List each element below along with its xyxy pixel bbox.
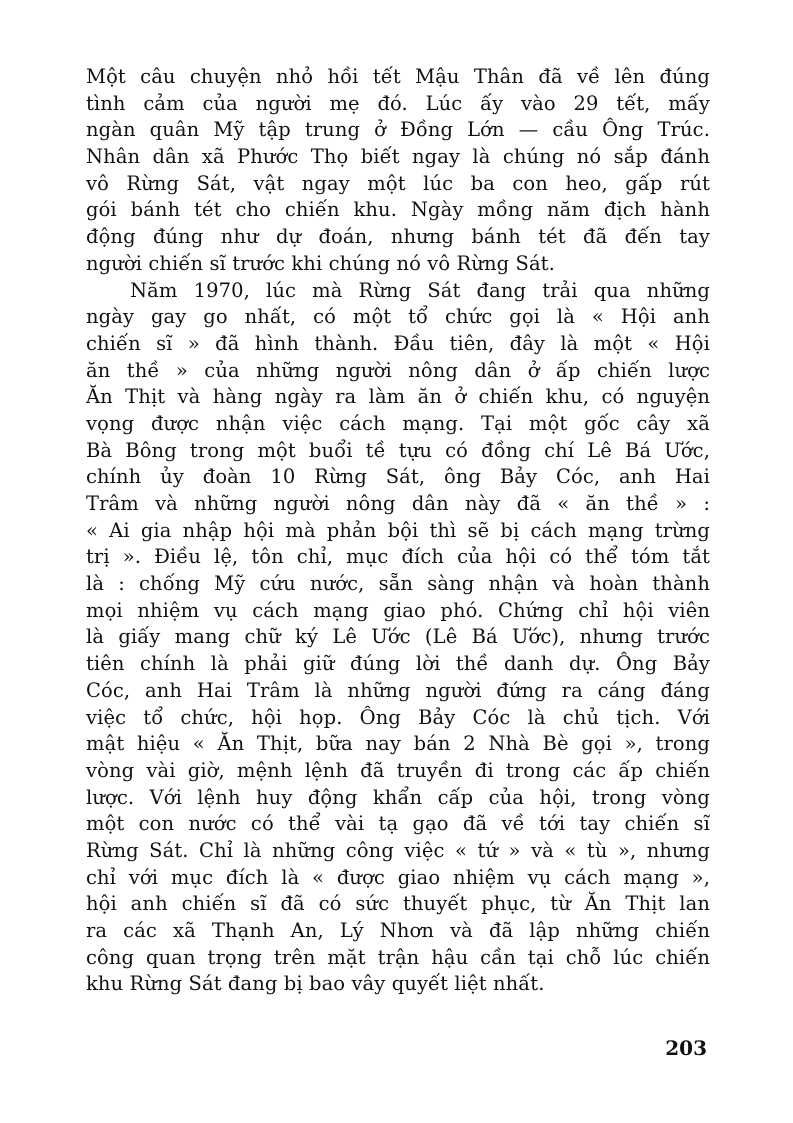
text-line: Một câu chuyện nhỏ hồi tết Mậu Thân đã về lên đúng bbox=[86, 65, 710, 88]
text-line: công quan trọng trên mặt trận hậu cần tại chỗ lúc chiến bbox=[86, 945, 710, 969]
text-line: Năm 1970, lúc mà Rừng Sát đang trải qua những bbox=[130, 278, 710, 302]
text-line: chính ủy đoàn 10 Rừng Sát, ông Bảy Cóc, anh Hai bbox=[86, 465, 710, 489]
text-line: là giấy mang chữ ký Lê Ước (Lê Bá Ước), nhưng trước bbox=[86, 625, 710, 649]
text-line: Cóc, anh Hai Trâm là những người đứng ra cáng đáng bbox=[86, 678, 710, 702]
text-line: ra các xã Thạnh An, Lý Nhơn và đã lập những chiến bbox=[86, 919, 710, 942]
text-line: vô Rừng Sát, vật ngay một lúc ba con heo, gấp rút bbox=[86, 171, 710, 195]
text-line: người chiến sĩ trước khi chúng nó vô Rừng Sát. bbox=[86, 251, 555, 275]
text-line: chiến sĩ » đã hình thành. Đầu tiên, đây là một « Hội bbox=[86, 331, 710, 355]
body-text bbox=[86, 64, 710, 998]
text-line: « Ai gia nhập hội mà phản bội thì sẽ bị cách mạng trừng bbox=[86, 518, 710, 542]
text-line: Nhân dân xã Phước Thọ biết ngay là chúng nó sắp đánh bbox=[86, 145, 710, 169]
text-line: việc tổ chức, hội họp. Ông Bảy Cóc là chủ tịch. Với bbox=[86, 705, 710, 729]
text-line: là : chống Mỹ cứu nước, sẵn sàng nhận và hoàn thành bbox=[86, 572, 710, 596]
text-line: trị ». Điều lệ, tôn chỉ, mục đích của hội có thể tóm tắt bbox=[86, 545, 710, 569]
text-line: tình cảm của người mẹ đó. Lúc ấy vào 29 tết, mấy bbox=[86, 91, 710, 115]
text-line: Ăn Thịt và hàng ngày ra làm ăn ở chiến khu, có nguyện bbox=[86, 385, 710, 409]
text-line: một con nước có thể vài tạ gạo đã về tới tay chiến sĩ bbox=[86, 812, 710, 836]
text-line: vòng vài giờ, mệnh lệnh đã truyền đi trong các ấp chiến bbox=[86, 758, 710, 782]
text-line: vọng được nhận việc cách mạng. Tại một gốc cây xã bbox=[86, 411, 710, 435]
text-line: tiên chính là phải giữ đúng lời thề danh dự. Ông Bảy bbox=[86, 652, 710, 676]
text-line: mọi nhiệm vụ cách mạng giao phó. Chứng chỉ hội viên bbox=[86, 598, 710, 622]
text-line: Rừng Sát. Chỉ là những công việc « tứ » và « tù », nhưng bbox=[86, 838, 710, 862]
text-line: chỉ với mục đích là « được giao nhiệm vụ cách mạng », bbox=[86, 865, 710, 889]
text-line: gói bánh tét cho chiến khu. Ngày mồng năm địch hành bbox=[86, 198, 710, 222]
text-line: ngày gay go nhất, có một tổ chức gọi là « Hội anh bbox=[86, 305, 710, 329]
text-line: khu Rừng Sát đang bị bao vây quyết liệt nhất. bbox=[86, 972, 545, 996]
text-line: hội anh chiến sĩ đã có sức thuyết phục, từ Ăn Thịt lan bbox=[86, 892, 710, 916]
text-line: lược. Với lệnh huy động khẩn cấp của hội, trong vòng bbox=[86, 785, 710, 809]
text-line: Trâm và những người nông dân này đã « ăn thề » : bbox=[86, 492, 710, 515]
text-line: động đúng như dự đoán, nhưng bánh tét đã đến tay bbox=[86, 225, 710, 249]
text-line: mật hiệu « Ăn Thịt, bữa nay bán 2 Nhà Bè gọi », trong bbox=[86, 732, 710, 756]
page-number: 203 bbox=[665, 1036, 707, 1060]
text-line: Bà Bông trong một buổi tề tựu có đồng chí Lê Bá Ước, bbox=[86, 438, 710, 462]
text-line: ngàn quân Mỹ tập trung ở Đồng Lớn — cầu Ông Trúc. bbox=[86, 118, 710, 142]
text-line: ăn thề » của những người nông dân ở ấp chiến lược bbox=[86, 358, 710, 382]
